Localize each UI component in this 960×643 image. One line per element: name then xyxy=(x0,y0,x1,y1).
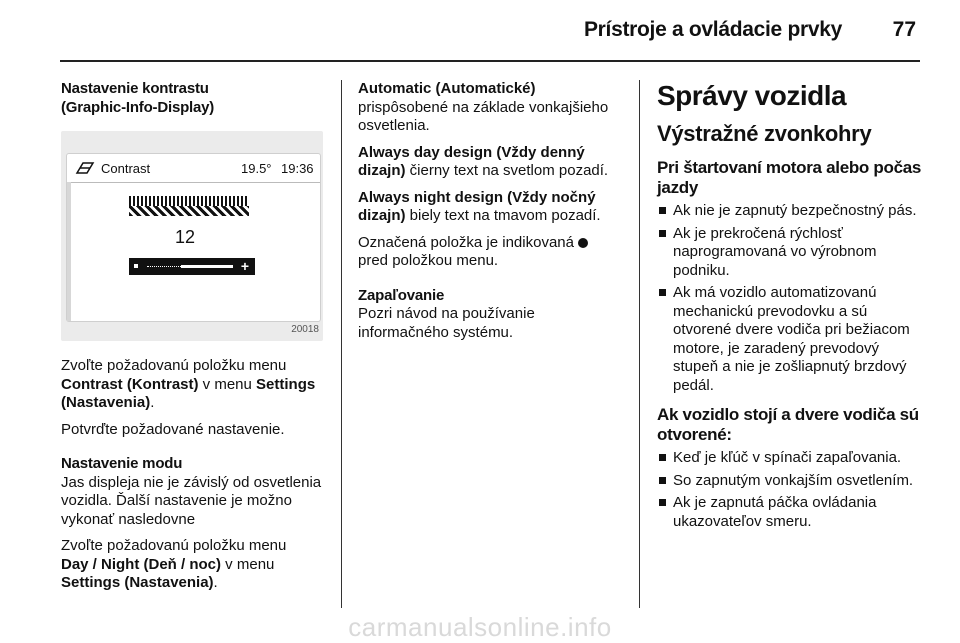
section-heading-sub: (Graphic-Info-Display) xyxy=(61,98,215,116)
section-title: Výstražné zvonkohry xyxy=(657,121,872,146)
column-1 xyxy=(61,80,323,593)
paragraph xyxy=(61,537,323,593)
minus-icon xyxy=(134,264,138,268)
contrast-pattern-lower xyxy=(129,206,249,216)
watermark: carmanualsonline.info xyxy=(348,612,612,642)
column-divider xyxy=(639,80,640,608)
display-screen xyxy=(66,153,321,322)
bullet-dot-icon xyxy=(578,238,588,248)
bullet-list xyxy=(657,202,923,395)
menu-name: Settings (Nastavenia) xyxy=(61,375,316,411)
page-number: 77 xyxy=(892,18,916,41)
contrast-slider xyxy=(129,258,255,275)
header-rule xyxy=(60,60,920,62)
text: . xyxy=(150,394,155,411)
text: v menu xyxy=(221,555,275,573)
screen-label: Contrast xyxy=(101,161,151,176)
screen-time: 19:36 xyxy=(281,161,314,176)
figure-code: 20018 xyxy=(291,323,319,335)
screen-temperature: 19.5° xyxy=(241,161,272,176)
option-name: Always night design (Vždy nočný dizajn) xyxy=(358,188,596,224)
chapter-title: Správy vozidla xyxy=(657,80,847,111)
slider-level xyxy=(181,265,233,268)
text: Zvoľte požadovanú položku menu xyxy=(61,537,287,554)
text: v menu xyxy=(198,375,257,393)
list-item: Ak má vozidlo automatizovanú mechanickú prevodovku a sú otvorené dvere vodiča pri bežiacom motore, je zaradený prevodový stupeň a nie je zošliapnutý brzdový pedál. xyxy=(657,284,923,395)
paragraph xyxy=(358,80,620,136)
menu-name: Settings (Nastavenia) xyxy=(61,574,214,591)
contrast-icon xyxy=(75,161,95,175)
text: Označená položka je indikovaná xyxy=(358,233,574,251)
list-item: Ak nie je zapnutý bezpečnostný pás. xyxy=(657,202,923,221)
option-name: Automatic (Automatické) xyxy=(358,80,536,97)
text: Zvoľte požadovanú položku menu xyxy=(61,357,287,374)
screen-top-bar xyxy=(67,154,320,183)
contrast-value: 12 xyxy=(175,227,196,247)
paragraph: Jas displeja nie je závislý od osvetlenia vozidla. Ďalší nastavenie je možno vykonať nasledovne xyxy=(61,473,322,528)
text: čierny text na svetlom pozadí. xyxy=(405,162,609,179)
paragraph xyxy=(358,189,620,226)
section-heading: Nastavenie kontrastu xyxy=(61,80,209,97)
subsection-title: Ak vozidlo stojí a dvere vodiča sú otvorené: xyxy=(657,405,919,444)
text: biely text na tmavom pozadí. xyxy=(405,207,601,224)
list-item: So zapnutým vonkajším osvetlením. xyxy=(657,472,923,491)
bullet-list xyxy=(657,449,923,531)
paragraph xyxy=(61,357,323,413)
column-3 xyxy=(657,80,923,531)
header-title: Prístroje a ovládacie prvky xyxy=(583,18,842,41)
paragraph: Pozri návod na používanie informačného systému. xyxy=(358,305,535,341)
section-heading: Nastavenie modu xyxy=(61,455,183,472)
text: pred položkou menu. xyxy=(358,252,499,269)
option-name: Always day design (Vždy denný dizajn) xyxy=(358,143,585,179)
list-item: Ak je zapnutá páčka ovládania ukazovateľov smeru. xyxy=(657,494,923,531)
list-item: Keď je kľúč v spínači zapaľovania. xyxy=(657,449,923,468)
menu-item-name: Contrast (Kontrast) xyxy=(61,375,199,393)
column-2 xyxy=(358,80,620,342)
screen-edge xyxy=(67,182,71,321)
paragraph: Potvrďte požadované nastavenie. xyxy=(61,420,285,438)
menu-item-name: Day / Night (Deň / noc) xyxy=(61,555,222,573)
text: . xyxy=(213,574,218,591)
list-item: Ak je prekročená rýchlosť naprogramovaná vo výrobnom podniku. xyxy=(657,225,923,281)
column-divider xyxy=(341,80,342,608)
paragraph xyxy=(358,234,620,271)
text: prispôsobené na základe vonkajšieho osvetlenia. xyxy=(358,98,609,134)
section-heading: Zapaľovanie xyxy=(358,286,445,304)
page-header xyxy=(0,0,960,62)
paragraph xyxy=(358,144,620,181)
subsection-title: Pri štartovaní motora alebo počas jazdy xyxy=(657,158,922,197)
display-figure xyxy=(61,131,323,341)
plus-icon: + xyxy=(240,258,249,274)
